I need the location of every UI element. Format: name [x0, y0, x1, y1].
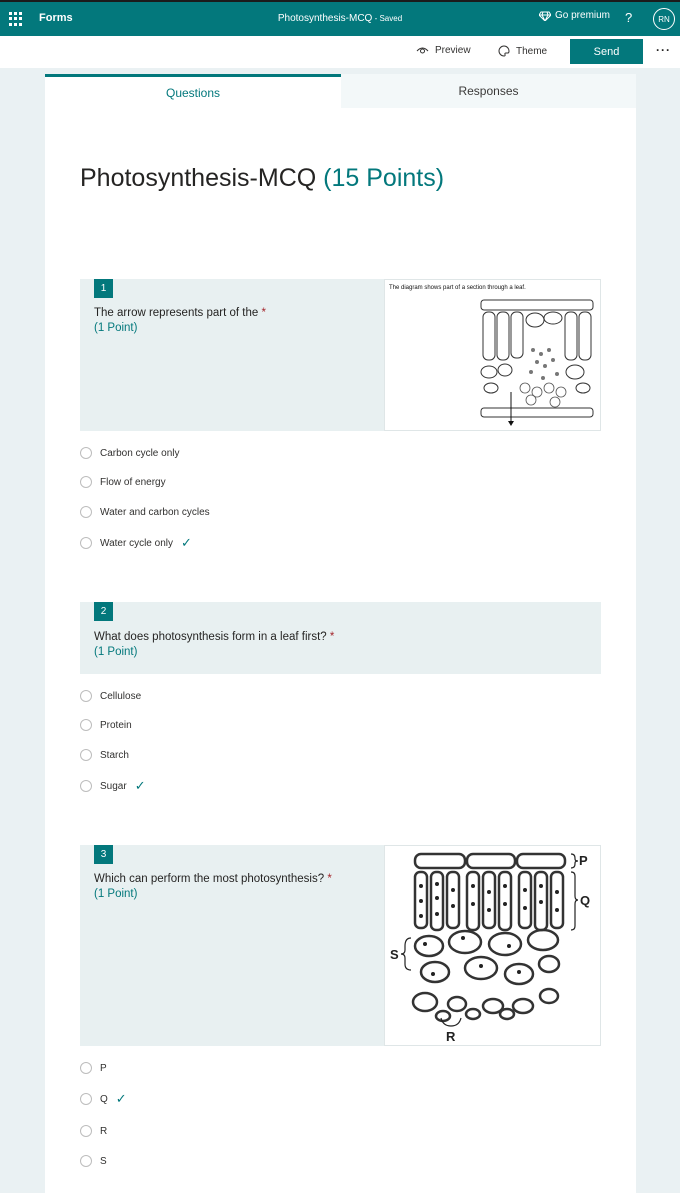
option-label: Protein [100, 719, 132, 731]
radio-button[interactable] [80, 447, 92, 459]
required-mark: * [329, 631, 335, 643]
document-title-text: Photosynthesis-MCQ [277, 13, 373, 24]
radio-button[interactable] [80, 1155, 92, 1167]
palisade-diagram [385, 846, 602, 1047]
preview-button[interactable] [416, 45, 471, 56]
form-title-text: Photosynthesis-MCQ [80, 164, 317, 192]
option-p[interactable] [80, 1060, 107, 1076]
correct-check-icon: ✓ [134, 778, 146, 793]
option-label: P [100, 1062, 107, 1074]
question-number: 2 [94, 602, 113, 621]
palette-icon [498, 45, 510, 57]
radio-button[interactable] [80, 719, 92, 731]
form-title[interactable] [80, 164, 444, 193]
document-title [240, 13, 440, 24]
top-bar [0, 0, 680, 36]
tab-responses[interactable]: Responses [341, 74, 636, 108]
option-label: R [100, 1125, 108, 1137]
more-options-icon[interactable]: ··· [656, 43, 671, 57]
option-water-and-carbon-cycles[interactable] [80, 504, 210, 520]
tab-questions[interactable]: Questions [45, 74, 341, 108]
eye-icon [416, 46, 429, 55]
help-icon[interactable]: ? [625, 10, 633, 25]
image-caption: The diagram shows part of a section through a leaf. [389, 285, 526, 291]
question-number: 3 [94, 845, 113, 864]
option-label: S [100, 1155, 107, 1167]
label-q: Q [580, 893, 591, 908]
required-mark: * [261, 307, 266, 319]
radio-button[interactable] [80, 1125, 92, 1137]
radio-button[interactable] [80, 780, 92, 792]
question-points: (1 Point) [94, 646, 138, 658]
option-r[interactable] [80, 1123, 107, 1139]
option-label: Starch [100, 749, 129, 761]
toolbar [0, 36, 680, 68]
radio-button[interactable] [80, 506, 92, 518]
theme-button[interactable] [498, 45, 547, 57]
question-text-label: The arrow represents part of the [94, 307, 259, 319]
label-r: R [446, 1029, 456, 1044]
required-mark: * [327, 873, 332, 885]
radio-button[interactable] [80, 1093, 92, 1105]
save-status: - Saved [372, 14, 403, 23]
option-label: Flow of energy [100, 476, 166, 488]
option-protein[interactable] [80, 717, 132, 733]
go-premium-button[interactable] [539, 10, 610, 21]
question-image [384, 279, 601, 431]
option-label: Q [100, 1093, 108, 1105]
question-points: (1 Point) [94, 888, 138, 900]
question-text [94, 307, 266, 319]
go-premium-label: Go premium [555, 10, 611, 21]
tab-bar [45, 74, 636, 108]
radio-button[interactable] [80, 476, 92, 488]
preview-label: Preview [435, 45, 471, 56]
radio-button[interactable] [80, 1062, 92, 1074]
question-1[interactable] [80, 279, 601, 431]
option-label: Carbon cycle only [100, 447, 180, 459]
radio-button[interactable] [80, 537, 92, 549]
radio-button[interactable] [80, 690, 92, 702]
question-2[interactable] [80, 602, 601, 674]
waffle-icon[interactable] [9, 12, 23, 26]
form-card [45, 74, 636, 1193]
option-cellulose[interactable] [80, 688, 141, 704]
option-starch[interactable] [80, 747, 129, 763]
option-label: Water cycle only [100, 537, 173, 549]
label-p: P [579, 853, 588, 868]
leaf-section-diagram [385, 280, 602, 432]
option-flow-of-energy[interactable] [80, 474, 166, 490]
question-3[interactable] [80, 845, 601, 1046]
option-label: Cellulose [100, 690, 142, 702]
option-water-cycle-only[interactable] [80, 535, 192, 551]
radio-button[interactable] [80, 749, 92, 761]
question-text [94, 873, 332, 885]
avatar[interactable]: RN [653, 8, 675, 30]
option-carbon-cycle-only[interactable] [80, 445, 179, 461]
option-label: Sugar [100, 780, 127, 792]
label-s: S [390, 947, 399, 962]
correct-check-icon: ✓ [180, 535, 192, 550]
question-text-label: Which can perform the most photosynthesis? [94, 873, 325, 885]
diamond-icon [539, 11, 551, 21]
option-label: Water and carbon cycles [100, 506, 210, 518]
question-text [94, 631, 334, 643]
app-name[interactable]: Forms [39, 12, 73, 24]
option-sugar[interactable] [80, 778, 146, 794]
question-points: (1 Point) [94, 322, 138, 334]
question-image [384, 845, 601, 1046]
correct-check-icon: ✓ [115, 1091, 127, 1106]
option-q[interactable] [80, 1091, 127, 1107]
option-s[interactable] [80, 1153, 107, 1169]
form-points: (15 Points) [323, 164, 445, 192]
question-text-label: What does photosynthesis form in a leaf first? [94, 631, 327, 643]
send-button[interactable]: Send [570, 39, 643, 64]
theme-label: Theme [516, 45, 548, 57]
question-number: 1 [94, 279, 113, 298]
